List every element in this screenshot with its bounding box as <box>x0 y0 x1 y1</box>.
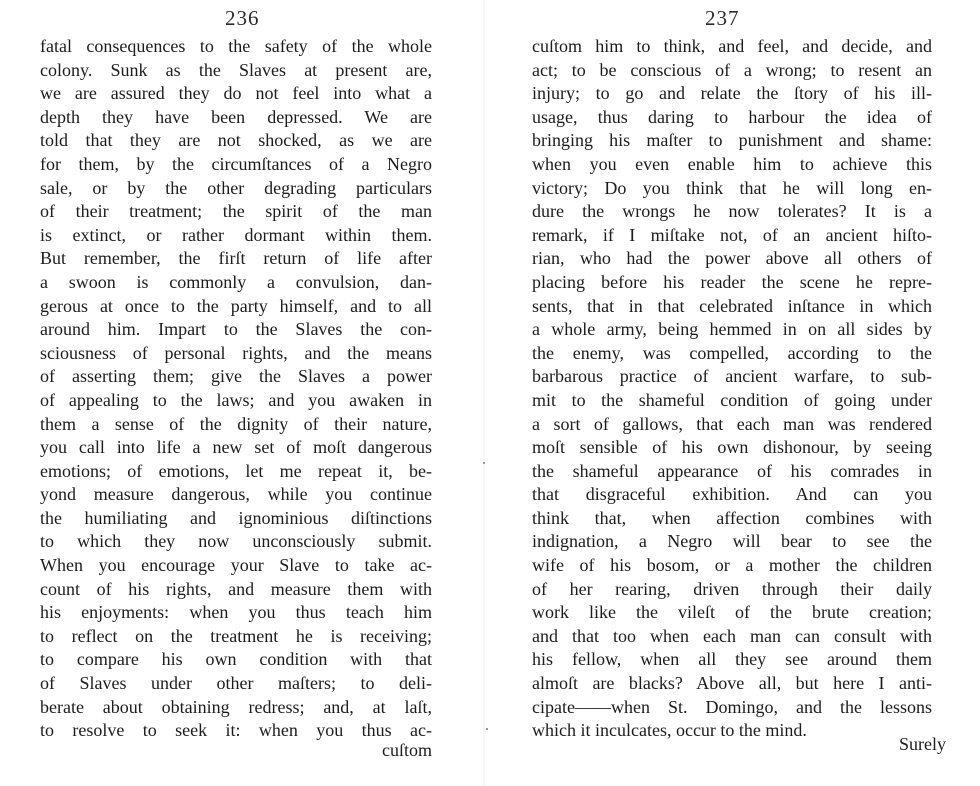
text-line: them a sense of the dignity of their nature, <box>40 413 432 434</box>
text-line: yond measure dangerous, while you continue <box>40 484 432 505</box>
text-line: you call into life a new set of moſt dangerous <box>40 437 432 458</box>
text-line: mit to the shameful condition of going under <box>532 389 932 410</box>
text-line: of their treatment; the spirit of the man <box>40 201 432 222</box>
text-line: injury; to go and relate the ſtory of his ill- <box>532 83 932 104</box>
text-line: dure the wrongs he now tolerates? It is a <box>532 201 932 222</box>
text-line: of asserting them; give the Slaves a power <box>40 366 432 387</box>
text-line: remark, if I miſtake not, of an ancient hiſto- <box>532 224 932 245</box>
text-line: a whole army, being hemmed in on all sides by <box>532 319 932 340</box>
left-page-number: 236 <box>225 6 260 30</box>
text-line: sale, or by the other degrading particulars <box>40 177 432 198</box>
text-line: told that they are not shocked, as we are <box>40 130 432 151</box>
text-line: depth they have been depressed. We are <box>40 106 432 127</box>
text-line: think that, when affection combines with <box>532 507 932 528</box>
right-page <box>500 0 980 786</box>
text-line: cuſtom him to think, and feel, and decide, and <box>532 36 932 56</box>
text-line: count of his rights, and measure them with <box>40 578 432 599</box>
text-line: to compare his own condition with that <box>40 649 432 670</box>
right-page-text <box>532 35 932 743</box>
text-line: work like the vileſt of the brute creation; <box>532 602 932 623</box>
text-line: to which they now unconsciously submit. <box>40 531 432 552</box>
text-line: a sort of gallows, that each man was rendered <box>532 413 932 434</box>
text-line: bringing his maſter to punishment and shame: <box>532 130 932 151</box>
text-line: fatal consequences to the safety of the whole <box>40 36 432 56</box>
text-line: moſt sensible of his own dishonour, by seeing <box>532 437 932 458</box>
text-line: that disgraceful exhibition. And can you <box>532 484 932 505</box>
text-line: the shameful appearance of his comrades in <box>532 460 932 481</box>
text-line: When you encourage your Slave to take ac- <box>40 555 432 576</box>
text-line: barbarous practice of ancient warfare, to sub- <box>532 366 932 387</box>
text-line: cipate——when St. Domingo, and the lessons <box>532 696 932 717</box>
text-line: sents, that in that celebrated inſtance in which <box>532 295 932 316</box>
text-line: victory; Do you think that he will long en- <box>532 177 932 198</box>
text-line: the humiliating and ignominious diſtinctions <box>40 507 432 528</box>
text-line: to resolve to seek it: when you thus ac- <box>40 720 432 741</box>
left-page-catchword: cuſtom <box>382 740 432 760</box>
text-line: berate about obtaining redress; and, at laſt, <box>40 696 432 717</box>
right-page-catchword: Surely <box>899 734 946 754</box>
text-line: emotions; of emotions, let me repeat it, be- <box>40 460 432 481</box>
paper-speck <box>483 462 485 464</box>
text-line: usage, thus daring to harbour the idea of <box>532 106 932 127</box>
text-line: of her rearing, driven through their daily <box>532 578 932 599</box>
left-page <box>0 0 470 786</box>
right-page-number: 237 <box>705 6 740 30</box>
text-line: which it inculcates, occur to the mind. <box>532 720 807 741</box>
left-page-text <box>40 35 432 743</box>
text-line: to reflect on the treatment he is receiving; <box>40 625 432 646</box>
text-line: and that too when each man can consult with <box>532 625 932 646</box>
text-line: around him. Impart to the Slaves the con- <box>40 319 432 340</box>
text-line: is extinct, or rather dormant within them. <box>40 224 432 245</box>
paper-speck <box>486 728 488 730</box>
text-line: But remember, the firſt return of life after <box>40 248 432 269</box>
text-line: the enemy, was compelled, according to the <box>532 342 932 363</box>
text-line: his fellow, when all they see around them <box>532 649 932 670</box>
text-line: placing before his reader the scene he repre- <box>532 271 932 292</box>
text-line: almoſt are blacks? Above all, but here I anti- <box>532 673 932 694</box>
text-line: indignation, a Negro will bear to see the <box>532 531 932 552</box>
text-line: sciousness of personal rights, and the means <box>40 342 432 363</box>
text-line: gerous at once to the party himself, and to all <box>40 295 432 316</box>
book-gutter <box>483 0 485 786</box>
text-line: a swoon is commonly a convulsion, dan- <box>40 271 432 292</box>
text-line: rian, who had the power above all others of <box>532 248 932 269</box>
text-line: we are assured they do not feel into what a <box>40 83 432 104</box>
text-line: of Slaves under other maſters; to deli- <box>40 673 432 694</box>
text-line: when you even enable him to achieve this <box>532 153 932 174</box>
text-line: act; to be conscious of a wrong; to resent an <box>532 59 932 80</box>
text-line: his enjoyments: when you thus teach him <box>40 602 432 623</box>
text-line: colony. Sunk as the Slaves at present are, <box>40 59 432 80</box>
text-line: for them, by the circumſtances of a Negro <box>40 153 432 174</box>
text-line: wife of his bosom, or a mother the children <box>532 555 932 576</box>
text-line: of appealing to the laws; and you awaken in <box>40 389 432 410</box>
